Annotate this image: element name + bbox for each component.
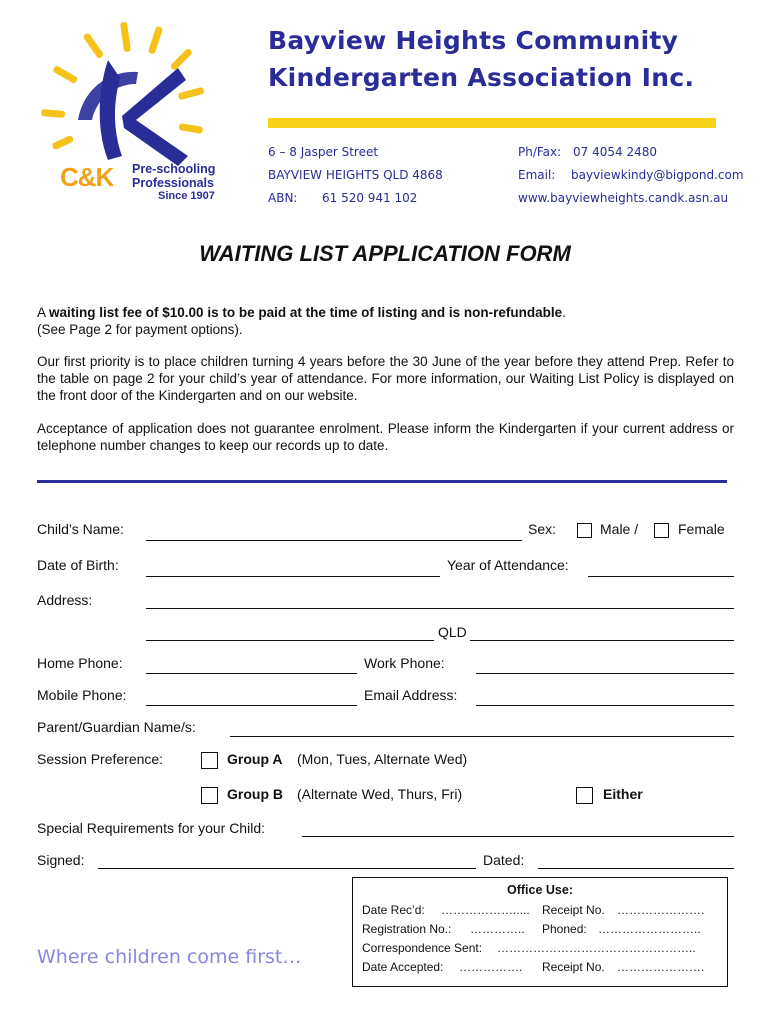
postcode-field[interactable] [470, 640, 734, 641]
guardian-field[interactable] [230, 736, 734, 737]
dated-label: Dated: [483, 852, 525, 868]
office-use-title: Office Use: [507, 883, 573, 897]
org-name-line1: Bayview Heights Community [268, 26, 679, 55]
correspondence-dots: ………………………………………….. [497, 941, 696, 955]
phone-value: 07 4054 2480 [573, 145, 657, 159]
child-name-label: Child’s Name: [37, 521, 124, 537]
tagline: Where children come first… [37, 946, 302, 968]
date-recd-label: Date Rec’d: [362, 903, 425, 917]
sex-label: Sex: [528, 521, 557, 537]
email-label: Email: [518, 168, 556, 182]
group-b-checkbox[interactable] [201, 787, 218, 804]
group-a-days: (Mon, Tues, Alternate Wed) [297, 751, 468, 767]
phone-label: Ph/Fax: [518, 145, 562, 159]
registration-dots: ………….. [470, 922, 525, 936]
fee-paragraph: A waiting list fee of $10.00 is to be paid at the time of listing and is non-refundable. (See Page 2 for payment options). [37, 305, 566, 337]
group-b-label: Group B [227, 786, 283, 802]
mobile-phone-label: Mobile Phone: [37, 687, 127, 703]
female-checkbox[interactable] [654, 523, 669, 538]
special-requirements-label: Special Requirements for your Child: [37, 820, 265, 836]
receipt-no-dots: …………………. [617, 903, 705, 917]
either-checkbox[interactable] [576, 787, 593, 804]
logo-brand: C&K [60, 162, 114, 192]
guardian-label: Parent/Guardian Name/s: [37, 719, 196, 735]
dob-field[interactable] [146, 576, 440, 577]
office-use-box [352, 877, 728, 987]
org-name-line2: Kindergarten Association Inc. [268, 63, 695, 92]
year-attendance-label: Year of Attendance: [447, 557, 569, 573]
address-label: Address: [37, 592, 93, 608]
priority-paragraph: Our first priority is to place children turning 4 years before the 30 June of the year before they attend Prep. Refer to the table on page 2 for your child’s year of attendance. For more information, our Waiting List Policy is displayed on the front door of the Kindergarten and on our website. [37, 354, 734, 403]
receipt-no2-dots: …………………. [617, 960, 705, 974]
dob-label: Date of Birth: [37, 557, 119, 573]
group-a-checkbox[interactable] [201, 752, 218, 769]
qld-label: QLD [438, 624, 467, 640]
date-accepted-label: Date Accepted: [362, 960, 444, 974]
female-label: Female [678, 521, 725, 537]
section-divider [37, 480, 727, 483]
registration-label: Registration No.: [362, 922, 452, 936]
either-label: Either [603, 786, 643, 802]
address-line1: 6 – 8 Jasper Street [268, 145, 379, 159]
address-field-line2[interactable] [146, 640, 434, 641]
home-phone-field[interactable] [146, 673, 357, 674]
group-b-days: (Alternate Wed, Thurs, Fri) [297, 786, 463, 802]
email-value[interactable]: bayviewkindy@bigpond.com [571, 168, 744, 182]
male-checkbox[interactable] [577, 523, 592, 538]
group-a-label: Group A [227, 751, 283, 767]
abn-value: 61 520 941 102 [322, 191, 418, 205]
receipt-no-label: Receipt No. [542, 903, 605, 917]
logo-tagline: Pre-schooling Professionals [132, 162, 216, 190]
session-preference-label: Session Preference: [37, 751, 164, 767]
header-accent-bar [268, 118, 716, 128]
work-phone-label: Work Phone: [364, 655, 445, 671]
mobile-phone-field[interactable] [146, 705, 357, 706]
child-name-field[interactable] [146, 540, 522, 541]
email-address-label: Email Address: [364, 687, 458, 703]
special-requirements-field[interactable] [302, 836, 734, 837]
signed-label: Signed: [37, 852, 85, 868]
website-link[interactable]: www.bayviewheights.candk.asn.au [518, 191, 729, 205]
phoned-dots: …………………….. [598, 922, 701, 936]
logo-since: Since 1907 [158, 190, 215, 202]
acceptance-paragraph: Acceptance of application does not guarantee enrolment. Please inform the Kindergarten if your current address or telephone number changes to keep our records up to date. [37, 421, 734, 453]
address-line2: BAYVIEW HEIGHTS QLD 4868 [268, 168, 443, 182]
correspondence-label: Correspondence Sent: [362, 941, 483, 955]
address-field-line1[interactable] [146, 608, 734, 609]
receipt-no2-label: Receipt No. [542, 960, 605, 974]
signature-field[interactable] [98, 868, 476, 869]
work-phone-field[interactable] [476, 673, 734, 674]
abn-label: ABN: [268, 191, 298, 205]
home-phone-label: Home Phone: [37, 655, 123, 671]
email-address-field[interactable] [476, 705, 734, 706]
year-attendance-field[interactable] [588, 576, 734, 577]
date-accepted-dots: ……………. [459, 960, 523, 974]
date-recd-dots: ………………..... [441, 903, 530, 917]
male-label: Male / [600, 521, 639, 537]
phoned-label: Phoned: [542, 922, 587, 936]
page-title: WAITING LIST APPLICATION FORM [199, 241, 571, 266]
dated-field[interactable] [538, 868, 734, 869]
